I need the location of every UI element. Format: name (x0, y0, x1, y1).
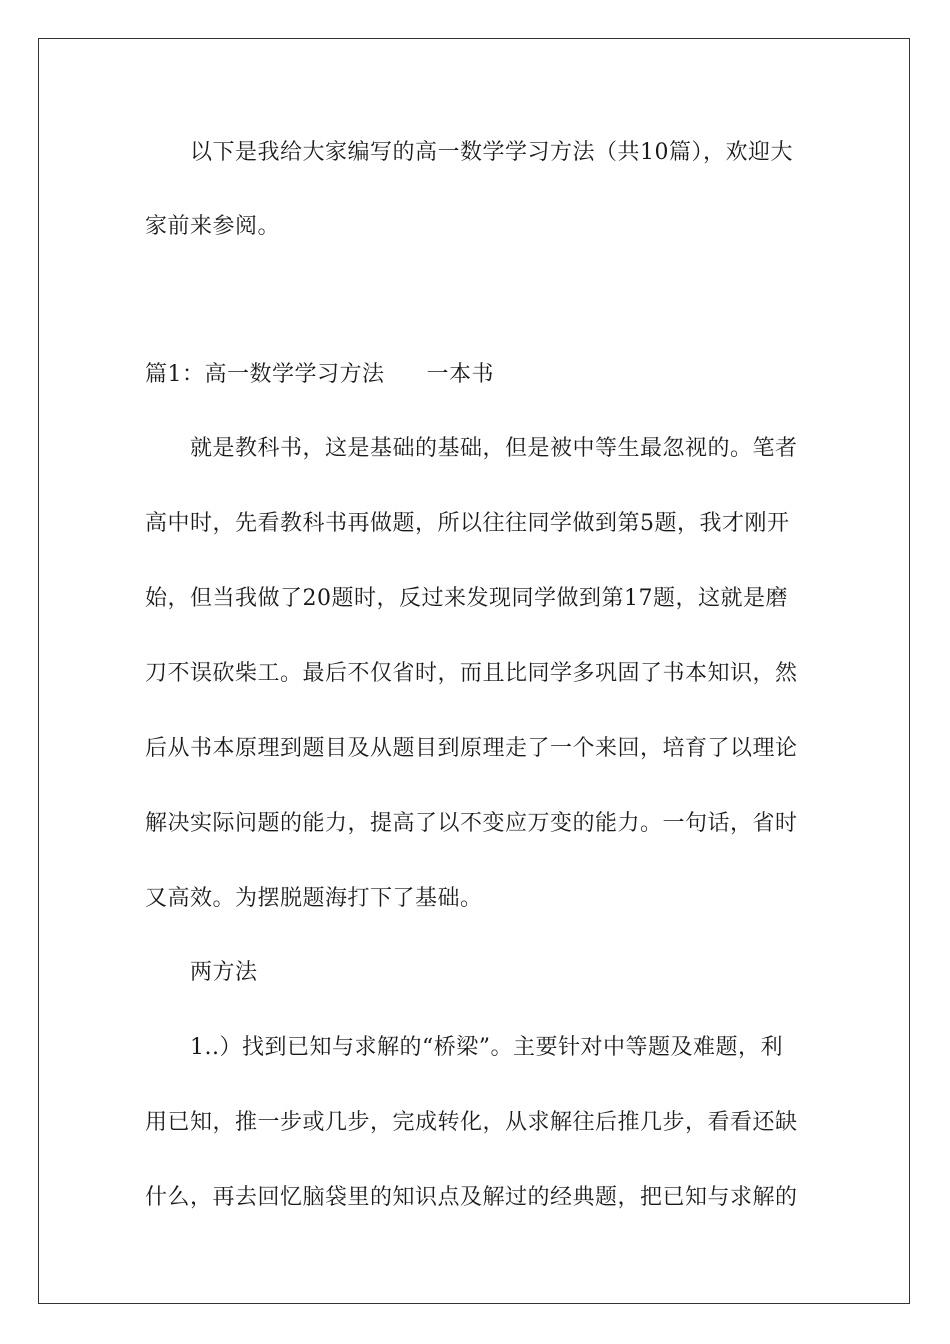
intro-line-2: 家前来参阅。 (145, 214, 281, 239)
section-heading-subtitle: 一本书 (426, 362, 495, 387)
paragraph1-line-3: 始，但当我做了20题时，反过来发现同学做到第17题，这就是磨 (145, 586, 788, 611)
paragraph1-line-6: 解决实际问题的能力，提高了以不变应万变的能力。一句话，省时 (145, 811, 798, 836)
paragraph1-line-4: 刀不误砍柴工。最后不仅省时，而且比同学多巩固了书本知识，然 (145, 661, 798, 686)
paragraph1-line-7: 又高效。为摆脱题海打下了基础。 (145, 886, 483, 911)
paragraph1-line-5: 后从书本原理到题目及从题目到原理走了一个来回，培育了以理论 (145, 736, 798, 761)
paragraph1-line-1: 就是教科书，这是基础的基础，但是被中等生最忽视的。笔者 (190, 436, 798, 461)
paragraph2-line-3: 什么，再去回忆脑袋里的知识点及解过的经典题，把已知与求解的 (145, 1185, 798, 1210)
section-heading-title: 篇1：高一数学学习方法 (145, 362, 385, 387)
intro-line-1: 以下是我给大家编写的高一数学学习方法（共10篇），欢迎大 (190, 140, 793, 165)
paragraph1-line-2: 高中时，先看教科书再做题，所以往往同学做到第5题，我才刚开 (145, 511, 790, 536)
section-heading (145, 360, 494, 390)
subheading-two-methods: 两方法 (190, 960, 258, 985)
paragraph2-line-2: 用已知，推一步或几步，完成转化，从求解往后推几步，看看还缺 (145, 1110, 798, 1135)
paragraph2-line-1: 1..）找到已知与求解的“桥梁”。主要针对中等题及难题，利 (190, 1035, 783, 1060)
